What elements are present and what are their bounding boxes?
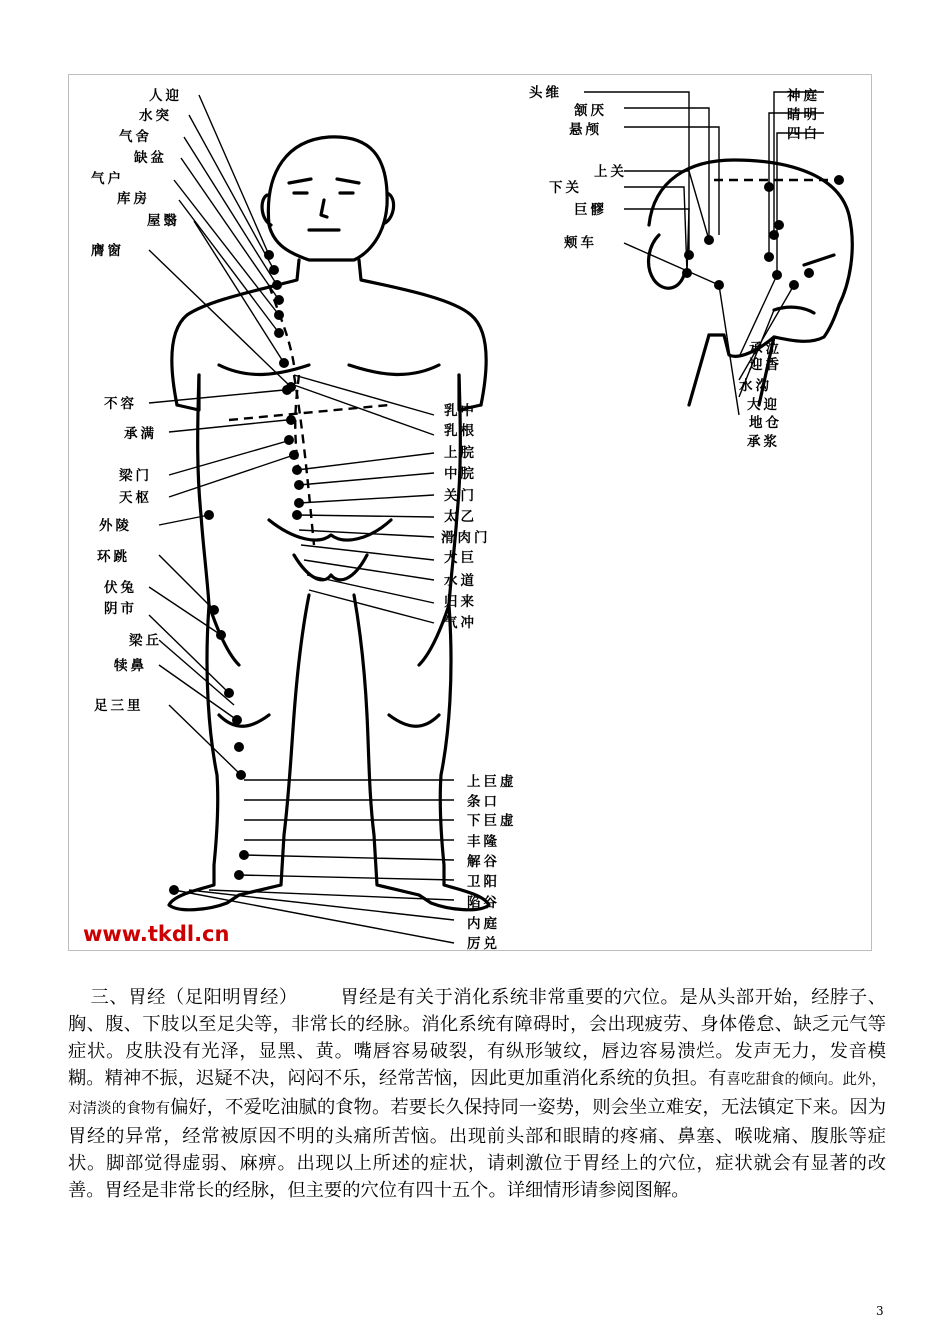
label-quepen: 缺盆 (134, 150, 167, 166)
label-kufang: 库房 (117, 191, 150, 207)
label-daying: 大迎 (747, 397, 780, 413)
paragraph-part-2: 偏好，不爱吃油腻的食物。若要长久保持同一姿势，则会坐立难安，无法镇定下来。因为胃经的异常，经常被原因不明的头痛所苦恼。出现前头部和眼睛的疼痛、鼻塞、喉咙痛、腹胀等症状。脚部觉得虚弱、麻痹。出现以上所述的症状，请刺激位于胃经上的穴位，症状就会有显著的改善。胃经是非常长的经脉，但主要的穴位有四十五个。详细情形请参阅图解。 (68, 1097, 887, 1201)
label-guilai: 归来 (444, 594, 477, 610)
label-sibai: 四白 (787, 126, 820, 142)
label-chengjiang: 承浆 (747, 434, 780, 450)
stomach-meridian-figure (68, 74, 872, 951)
label-xiaguan: 下关 (549, 180, 582, 196)
label-rugen: 乳根 (444, 423, 477, 439)
figure-canvas (69, 75, 873, 952)
label-huaroumen: 滑肉门 (441, 530, 491, 546)
label-zusanli: 足三里 (94, 698, 144, 714)
label-huantiao: 环跳 (97, 549, 130, 565)
label-fenglong: 丰隆 (467, 834, 500, 850)
label-taiyi: 太乙 (444, 509, 477, 525)
paragraph-part-1: 胃经是有关于消化系统非常重要的穴位。是从头部开始，经脖子、胸、腹、下肢以至足尖等，非常长的经脉。消化系统有障碍时，会出现疲劳、身体倦怠、缺乏元气等症状。皮肤没有光泽，显黑、黄。嘴唇容易破裂，有纵形皱纹，唇边容易溃烂。发声无力，发音模糊。精神不振，迟疑不决，闷闷不乐，经常苦恼，因此更加重消化系统的负担。有 (68, 987, 887, 1089)
label-qihu: 气户 (91, 171, 124, 187)
label-liangqiu: 梁丘 (129, 633, 162, 649)
label-jingming: 睛明 (787, 107, 820, 123)
label-tiaokou: 条口 (467, 794, 500, 810)
label-burong: 不容 (104, 396, 137, 412)
label-wuyi: 屋翳 (147, 213, 180, 229)
label-dubi: 犊鼻 (114, 658, 147, 674)
paragraph-small-part: 喜吃甜食的倾向。此外，对清淡的食物有 (68, 1072, 887, 1117)
label-xiangu: 陷谷 (467, 895, 500, 911)
label-futu: 伏兔 (104, 580, 137, 596)
label-ruzhong: 乳中 (444, 403, 477, 419)
label-neiting: 内庭 (467, 916, 500, 932)
label-guanmen: 关门 (444, 488, 477, 504)
label-jiegu: 解谷 (467, 854, 500, 870)
label-dicang: 地仓 (749, 415, 782, 431)
label-wailing: 外陵 (99, 518, 132, 534)
label-chengqi: 承泣 (749, 341, 782, 357)
label-touwei: 头维 (529, 85, 562, 101)
label-weiyang: 卫阳 (467, 874, 500, 890)
label-hanyan: 颔厌 (574, 103, 607, 119)
label-qichong: 气冲 (444, 615, 477, 631)
label-yingxiang: 迎香 (749, 357, 782, 373)
label-liangmen: 梁门 (119, 468, 152, 484)
article-paragraph (68, 984, 886, 1204)
page-number: 3 (876, 1304, 884, 1318)
label-tianshu: 天枢 (119, 490, 152, 506)
label-jiache: 颊车 (564, 235, 597, 251)
label-xuanlu: 悬颅 (569, 122, 602, 138)
section-heading: 三、胃经（足阳明胃经） (90, 987, 298, 1008)
label-daju: 大巨 (444, 550, 477, 566)
watermark-url: www.tkdl.cn (83, 922, 230, 946)
label-shuigou: 水沟 (739, 378, 772, 394)
label-shuitu: 水突 (139, 108, 172, 124)
label-juliao: 巨髎 (574, 202, 607, 218)
label-yingchuang: 膺窗 (91, 243, 124, 259)
label-xiajuxu: 下巨虚 (467, 813, 517, 829)
label-renying: 人迎 (149, 88, 182, 104)
label-shuidao: 水道 (444, 573, 477, 589)
label-shenting: 神庭 (787, 88, 820, 104)
label-chengman: 承满 (124, 426, 157, 442)
label-shangwan: 上脘 (444, 445, 477, 461)
label-shangjuxu: 上巨虚 (467, 774, 517, 790)
label-shangguan: 上关 (594, 164, 627, 180)
label-qishe: 气舍 (119, 129, 152, 145)
label-yinshi: 阴市 (104, 601, 137, 617)
label-zhongwan: 中脘 (444, 466, 477, 482)
label-lidui: 厉兑 (467, 936, 500, 952)
